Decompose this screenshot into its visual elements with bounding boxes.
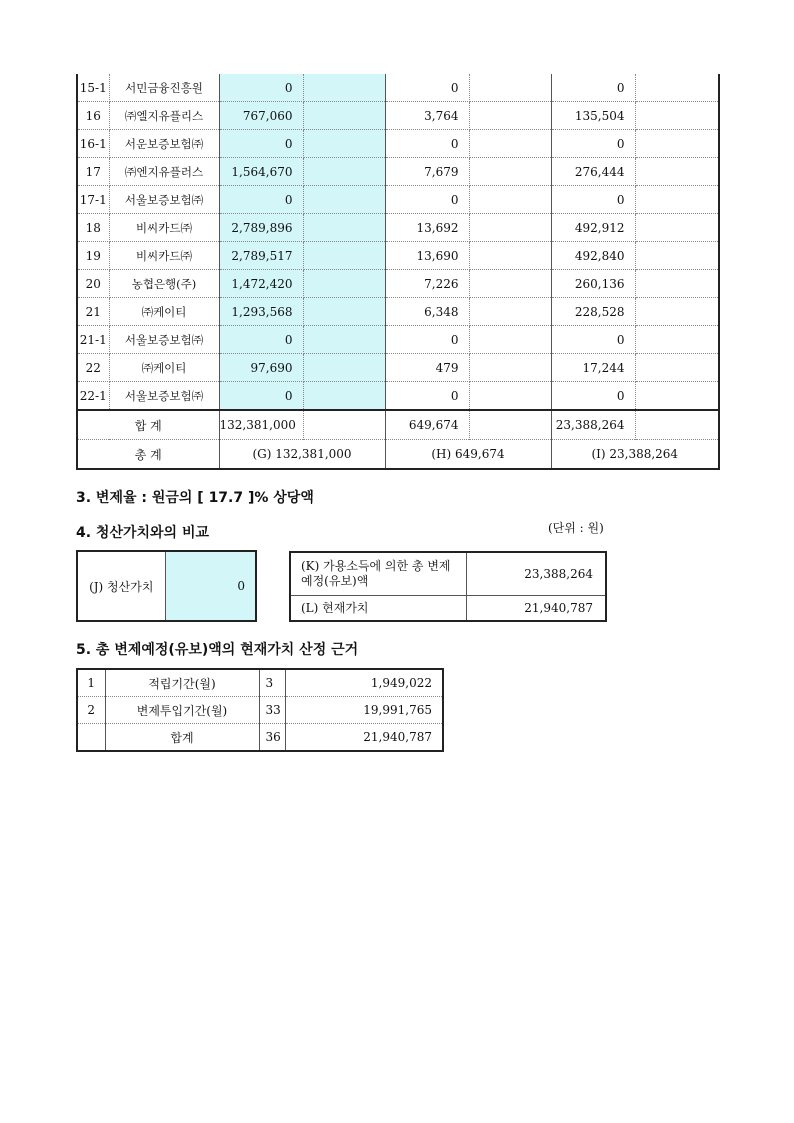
total-extra: [635, 214, 719, 242]
grand-h: (H) 649,674: [385, 440, 551, 470]
repayment-comparison-box: [289, 551, 607, 622]
table-row: [77, 270, 719, 298]
table-row: [77, 214, 719, 242]
principal-extra: [303, 102, 385, 130]
basis-months: 3: [259, 669, 285, 697]
creditor-repayment-table: [76, 74, 720, 470]
table-row: [77, 697, 443, 724]
creditor-name: ㈜케이티: [109, 354, 219, 382]
monthly-extra: [469, 186, 551, 214]
creditor-name: 농협은행(주): [109, 270, 219, 298]
sum-principal: 132,381,000: [219, 410, 303, 440]
total-extra: [635, 242, 719, 270]
monthly-amount: 0: [385, 326, 469, 354]
sum-total: 23,388,264: [551, 410, 635, 440]
section-5-title: 5. 총 변제예정(유보)액의 현재가치 산정 근거: [76, 642, 359, 658]
total-extra: [635, 326, 719, 354]
principal-amount: 767,060: [219, 102, 303, 130]
row-number: 18: [77, 214, 109, 242]
total-amount: 228,528: [551, 298, 635, 326]
monthly-amount: 0: [385, 186, 469, 214]
grand-i: (I) 23,388,264: [551, 440, 719, 470]
monthly-amount: 6,348: [385, 298, 469, 326]
basis-no: 2: [77, 697, 105, 724]
total-amount: 0: [551, 130, 635, 158]
grand-label: 총 계: [77, 440, 219, 470]
creditor-name: 비씨카드㈜: [109, 242, 219, 270]
basis-months: 33: [259, 697, 285, 724]
table-row: [77, 158, 719, 186]
row-number: 17-1: [77, 186, 109, 214]
table-row: [77, 102, 719, 130]
sum-blank-3: [635, 410, 719, 440]
monthly-amount: 7,679: [385, 158, 469, 186]
monthly-extra: [469, 270, 551, 298]
total-amount: 0: [551, 326, 635, 354]
total-amount: 0: [551, 74, 635, 102]
principal-amount: 1,293,568: [219, 298, 303, 326]
liquidation-value-box: [76, 550, 257, 622]
principal-extra: [303, 326, 385, 354]
principal-extra: [303, 382, 385, 411]
monthly-extra: [469, 326, 551, 354]
monthly-amount: 3,764: [385, 102, 469, 130]
sum-monthly: 649,674: [385, 410, 469, 440]
basis-months: 36: [259, 724, 285, 752]
total-extra: [635, 354, 719, 382]
table-row: [77, 74, 719, 102]
grand-g: (G) 132,381,000: [219, 440, 385, 470]
total-extra: [635, 186, 719, 214]
principal-amount: 0: [219, 326, 303, 354]
table-row: [77, 186, 719, 214]
monthly-extra: [469, 74, 551, 102]
total-extra: [635, 270, 719, 298]
principal-extra: [303, 298, 385, 326]
basis-amount: 21,940,787: [363, 730, 432, 744]
basis-label: 합계: [105, 724, 259, 752]
row-number: 22: [77, 354, 109, 382]
principal-amount: 1,472,420: [219, 270, 303, 298]
sum-label: 합 계: [77, 410, 219, 440]
principal-amount: 97,690: [219, 354, 303, 382]
basis-label: 적립기간(월): [105, 669, 259, 697]
row-number: 16-1: [77, 130, 109, 158]
present-value-basis-table: [76, 668, 444, 752]
table-row: [77, 242, 719, 270]
grand-total-row: [77, 440, 719, 470]
principal-amount: 1,564,670: [219, 158, 303, 186]
total-amount: 0: [551, 186, 635, 214]
principal-extra: [303, 270, 385, 298]
table-row: [77, 382, 719, 411]
sum-blank-1: [303, 410, 385, 440]
sum-row: [77, 410, 719, 440]
table-row: [77, 354, 719, 382]
principal-extra: [303, 74, 385, 102]
row-number: 20: [77, 270, 109, 298]
principal-extra: [303, 242, 385, 270]
j-label: (J) 청산가치: [77, 551, 165, 621]
creditor-name: 서운보증보험㈜: [109, 130, 219, 158]
monthly-extra: [469, 130, 551, 158]
sum-blank-2: [469, 410, 551, 440]
principal-amount: 0: [219, 130, 303, 158]
section-4-title: 4. 청산가치와의 비교: [76, 525, 209, 541]
total-amount: 276,444: [551, 158, 635, 186]
monthly-extra: [469, 158, 551, 186]
monthly-amount: 479: [385, 354, 469, 382]
basis-amount: 19,991,765: [285, 697, 443, 724]
creditor-name: 비씨카드㈜: [109, 214, 219, 242]
row-number: 21: [77, 298, 109, 326]
principal-amount: 0: [219, 186, 303, 214]
monthly-extra: [469, 298, 551, 326]
basis-no: [77, 724, 105, 752]
monthly-amount: 0: [385, 74, 469, 102]
row-number: 15-1: [77, 74, 109, 102]
total-amount: 17,244: [551, 354, 635, 382]
total-amount: 0: [551, 382, 635, 411]
total-amount: 492,912: [551, 214, 635, 242]
unit-label: (단위 : 원): [548, 521, 604, 535]
principal-extra: [303, 354, 385, 382]
row-number: 19: [77, 242, 109, 270]
section-3-title: 3. 변제율 : 원금의 [ 17.7 ]% 상당액: [76, 490, 314, 506]
table-row: [77, 130, 719, 158]
total-extra: [635, 158, 719, 186]
total-extra: [635, 130, 719, 158]
monthly-extra: [469, 102, 551, 130]
creditor-name: 서울보증보험㈜: [109, 186, 219, 214]
monthly-extra: [469, 214, 551, 242]
principal-extra: [303, 214, 385, 242]
creditor-name: ㈜케이티: [109, 298, 219, 326]
creditor-name: 서민금융진흥원: [109, 74, 219, 102]
monthly-extra: [469, 382, 551, 411]
principal-amount: 0: [219, 74, 303, 102]
row-number: 17: [77, 158, 109, 186]
table-row: [77, 326, 719, 354]
creditor-name: ㈜엘지유플리스: [109, 102, 219, 130]
table-row: [77, 724, 443, 752]
basis-amount: 1,949,022: [285, 669, 443, 697]
principal-amount: 2,789,517: [219, 242, 303, 270]
row-number: 16: [77, 102, 109, 130]
total-extra: [635, 298, 719, 326]
monthly-amount: 0: [385, 382, 469, 411]
monthly-amount: 7,226: [385, 270, 469, 298]
k-value: 23,388,264: [466, 552, 606, 595]
principal-amount: 0: [219, 382, 303, 411]
table-row: [77, 669, 443, 697]
principal-amount: 2,789,896: [219, 214, 303, 242]
principal-extra: [303, 158, 385, 186]
table-row: [77, 298, 719, 326]
row-number: 21-1: [77, 326, 109, 354]
creditor-name: ㈜엔지유플러스: [109, 158, 219, 186]
total-extra: [635, 382, 719, 411]
j-value: 0: [165, 551, 256, 621]
monthly-amount: 13,692: [385, 214, 469, 242]
basis-label: 변제투입기간(월): [105, 697, 259, 724]
total-amount: 135,504: [551, 102, 635, 130]
total-extra: [635, 102, 719, 130]
basis-no: 1: [77, 669, 105, 697]
monthly-extra: [469, 354, 551, 382]
creditor-name: 서울보증보험㈜: [109, 382, 219, 411]
principal-extra: [303, 130, 385, 158]
total-amount: 260,136: [551, 270, 635, 298]
total-extra: [635, 74, 719, 102]
monthly-extra: [469, 242, 551, 270]
total-amount: 492,840: [551, 242, 635, 270]
l-label: (L) 현재가치: [290, 595, 466, 621]
creditor-name: 서울보증보험㈜: [109, 326, 219, 354]
k-label: (K) 가용소득에 의한 총 변제예정(유보)액: [290, 552, 466, 595]
monthly-amount: 0: [385, 130, 469, 158]
monthly-amount: 13,690: [385, 242, 469, 270]
principal-extra: [303, 186, 385, 214]
row-number: 22-1: [77, 382, 109, 411]
l-value: 21,940,787: [524, 600, 593, 615]
